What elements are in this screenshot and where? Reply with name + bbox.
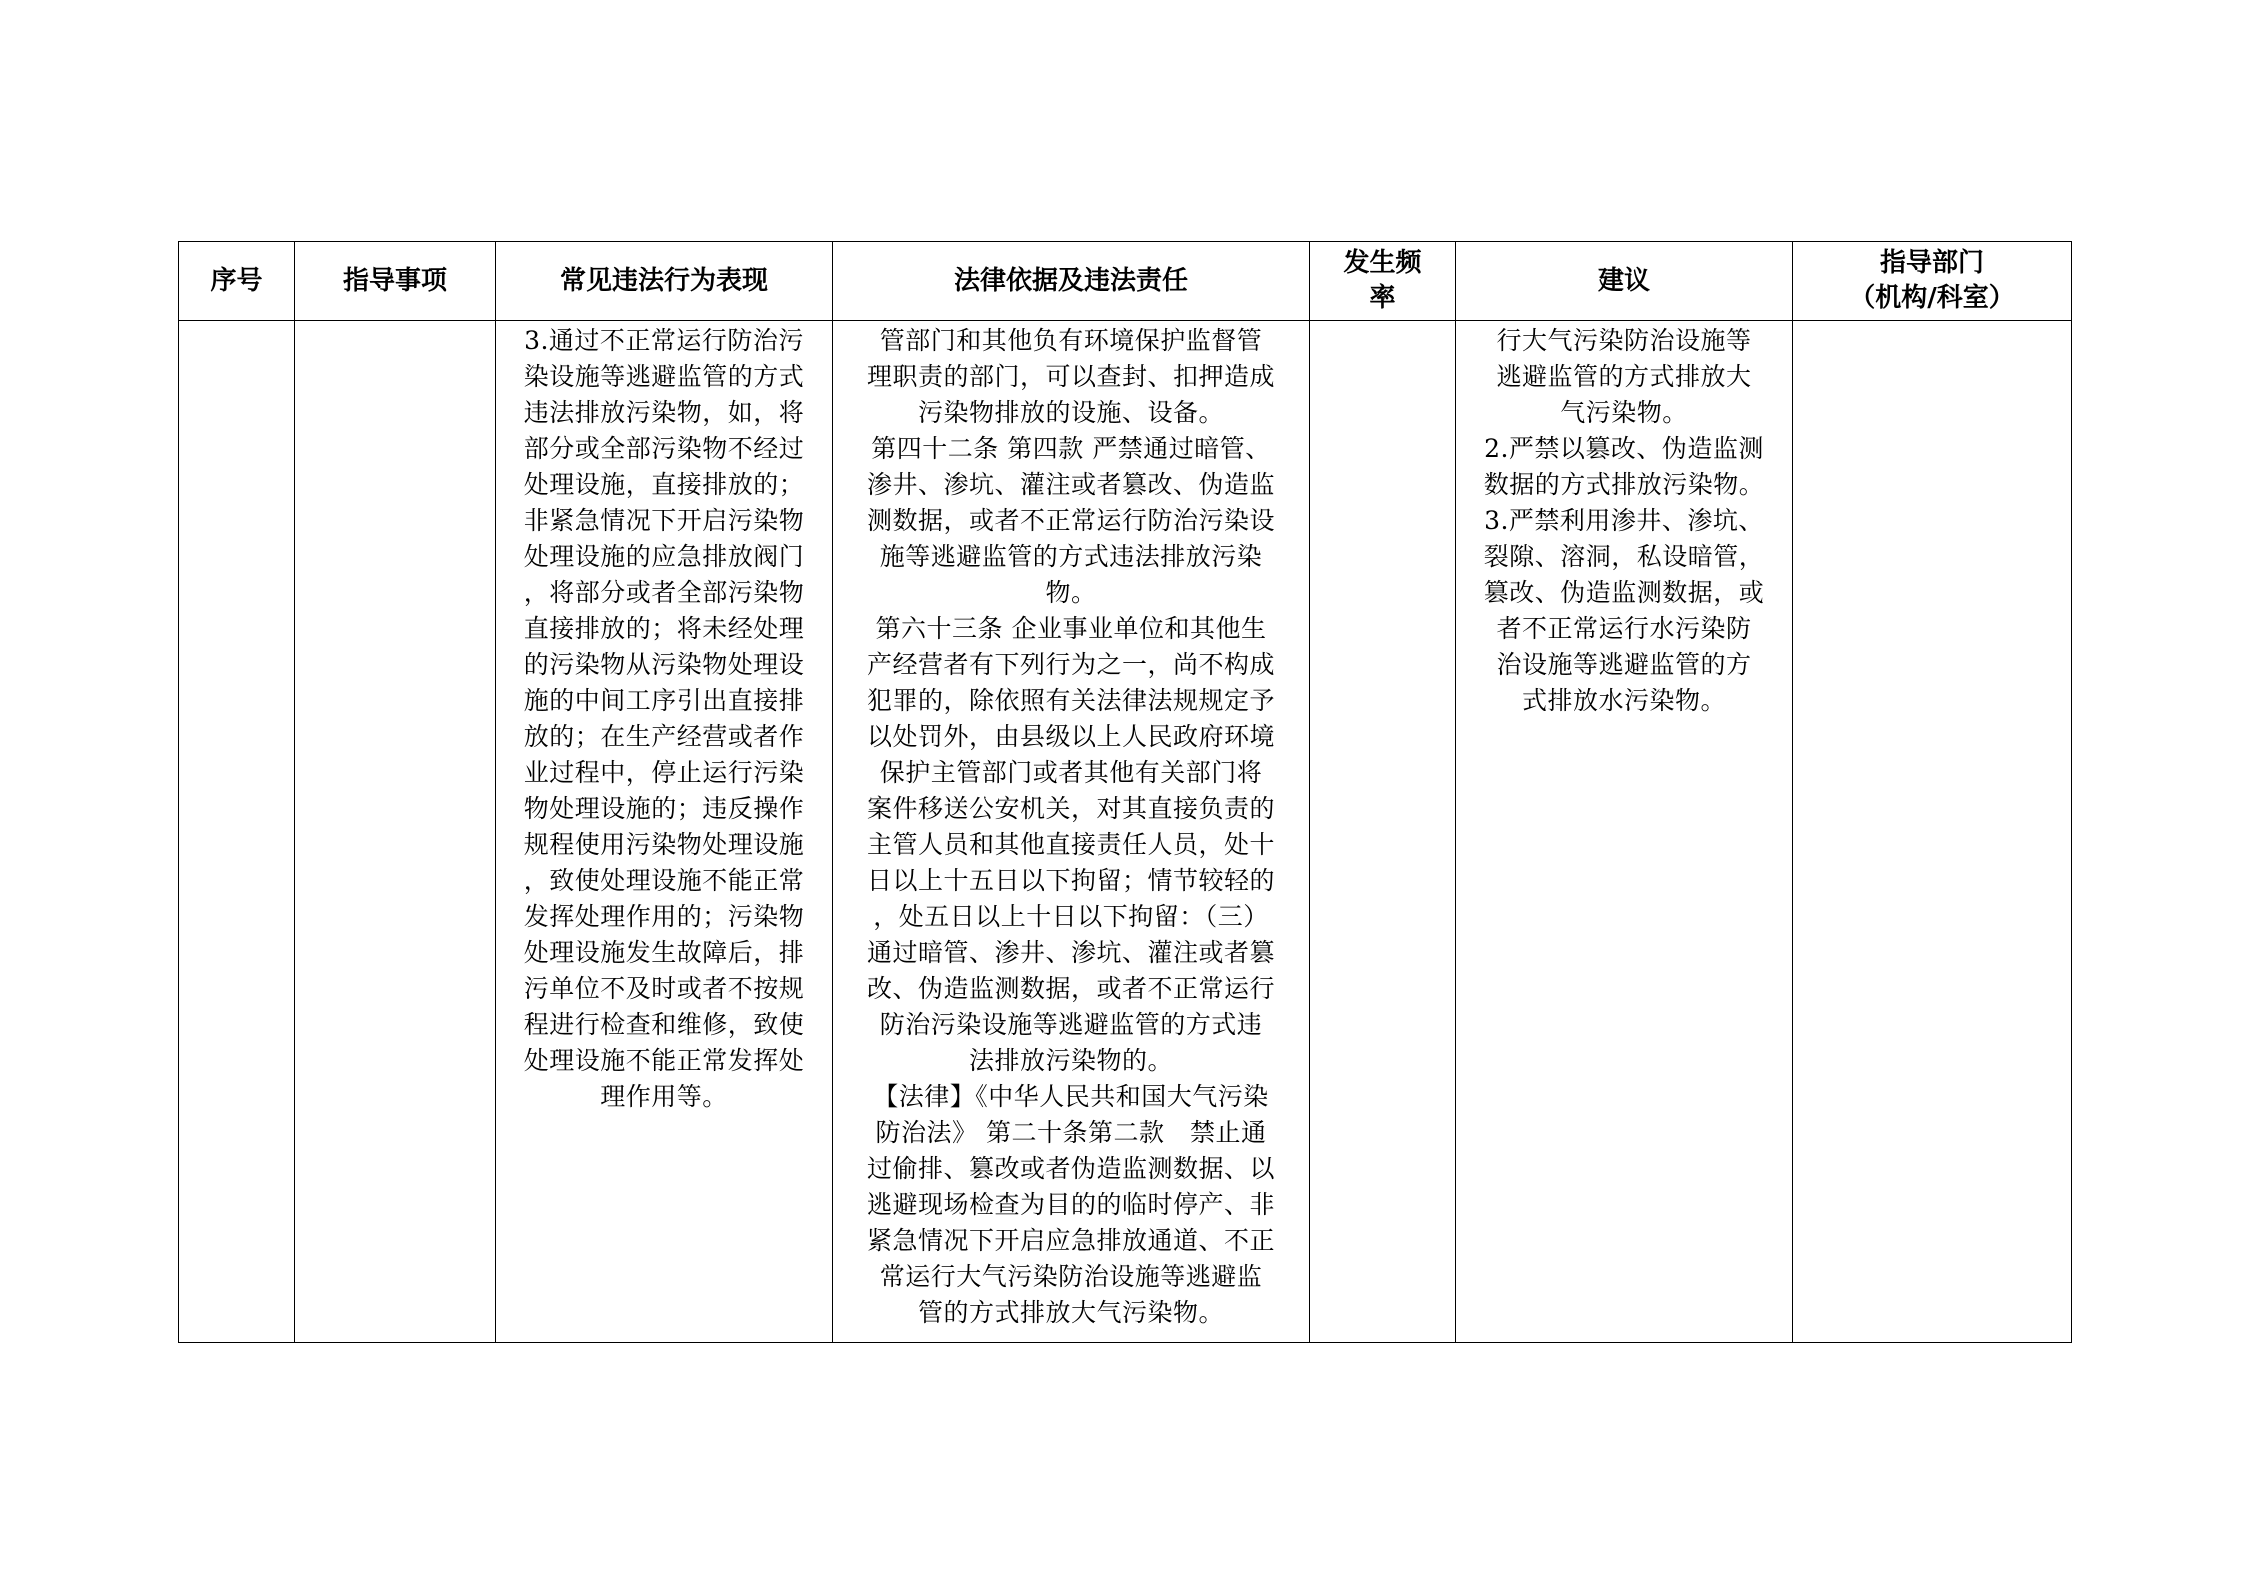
header-department: 指导部门 （机构/科室） — [1793, 242, 2072, 321]
cell-seq — [179, 321, 295, 1343]
cell-legal — [833, 321, 1310, 1343]
header-behavior: 常见违法行为表现 — [496, 242, 833, 321]
header-seq: 序号 — [179, 242, 295, 321]
header-frequency: 发生频 率 — [1310, 242, 1456, 321]
header-suggestion: 建议 — [1456, 242, 1793, 321]
cell-item — [295, 321, 496, 1343]
legal-text: 管部门和其他负有环境保护监督管 理职责的部门，可以查封、扣押造成 污染物排放的设施、设备。 第四十二条 第四款 严禁通过暗管、 渗井、渗坑、灌注或者篡改、伪造监 测数据，或者不正常运行防治污染设 施等逃避监管的方式违法排放污染 物。 第六十三条 企业事业单位和其他生 产经营者有下列行为之一，尚不构成 犯罪的，除依照有关法律法规规定予 以处罚外，由县级以上人民政府环境 保护主管部门或者其他有关部门将 案件移送公安机关，对其直接负责的 主管人员和其他直接责任人员，处十 日以上十五日以下拘留；情节较轻的 ，处五日以上十日以下拘留：（三） 通过暗管、渗井、渗坑、灌注或者篡 改、伪造监测数据，或者不正常运行 防治污染设施等逃避监管的方式违 法排放污染物的。 【法律】《中华人民共和国大气污染 防治法》 第二十条第二款 禁止通 过偷排、篡改或者伪造监测数据、以 逃避现场检查为目的的临时停产、非 紧急情况下开启应急排放通道、不正 常运行大气污染防治设施等逃避监 管的方式排放大气污染物。 — [866, 326, 1275, 1327]
cell-department — [1793, 321, 2072, 1343]
guidance-table — [178, 241, 2072, 1343]
suggestion-text: 行大气污染防治设施等 逃避监管的方式排放大 气污染物。 2.严禁以篡改、伪造监测 数据的方式排放污染物。 3.严禁利用渗井、渗坑、 裂隙、溶洞，私设暗管， 篡改、伪造监测数据，或 者不正常运行水污染防 治设施等逃避监管的方 式排放水污染物。 — [1483, 326, 1765, 715]
header-row — [179, 242, 2072, 321]
cell-frequency — [1310, 321, 1456, 1343]
cell-suggestion — [1456, 321, 1793, 1343]
table-row — [179, 321, 2072, 1343]
item-text — [295, 321, 495, 323]
header-legal: 法律依据及违法责任 — [833, 242, 1310, 321]
header-item: 指导事项 — [295, 242, 496, 321]
behavior-text: 3.通过不正常运行防治污 染设施等逃避监管的方式 违法排放污染物，如，将 部分或全部污染物不经过 处理设施，直接排放的； 非紧急情况下开启污染物 处理设施的应急排放阀门 ，将部分或者全部污染物 直接排放的；将未经处理 的污染物从污染物处理设 施的中间工序引出直接排 放的；在生产经营或者作 业过程中，停止运行污染 物处理设施的；违反操作 规程使用污染物处理设施 ，致使处理设施不能正常 发挥处理作用的；污染物 处理设施发生故障后，排 污单位不及时或者不按规 程进行检查和维修，致使 处理设施不能正常发挥处 理作用等。 — [523, 326, 805, 1111]
frequency-text — [1310, 321, 1455, 323]
cell-behavior — [496, 321, 833, 1343]
department-text — [1793, 321, 2071, 323]
seq-text — [179, 321, 294, 323]
